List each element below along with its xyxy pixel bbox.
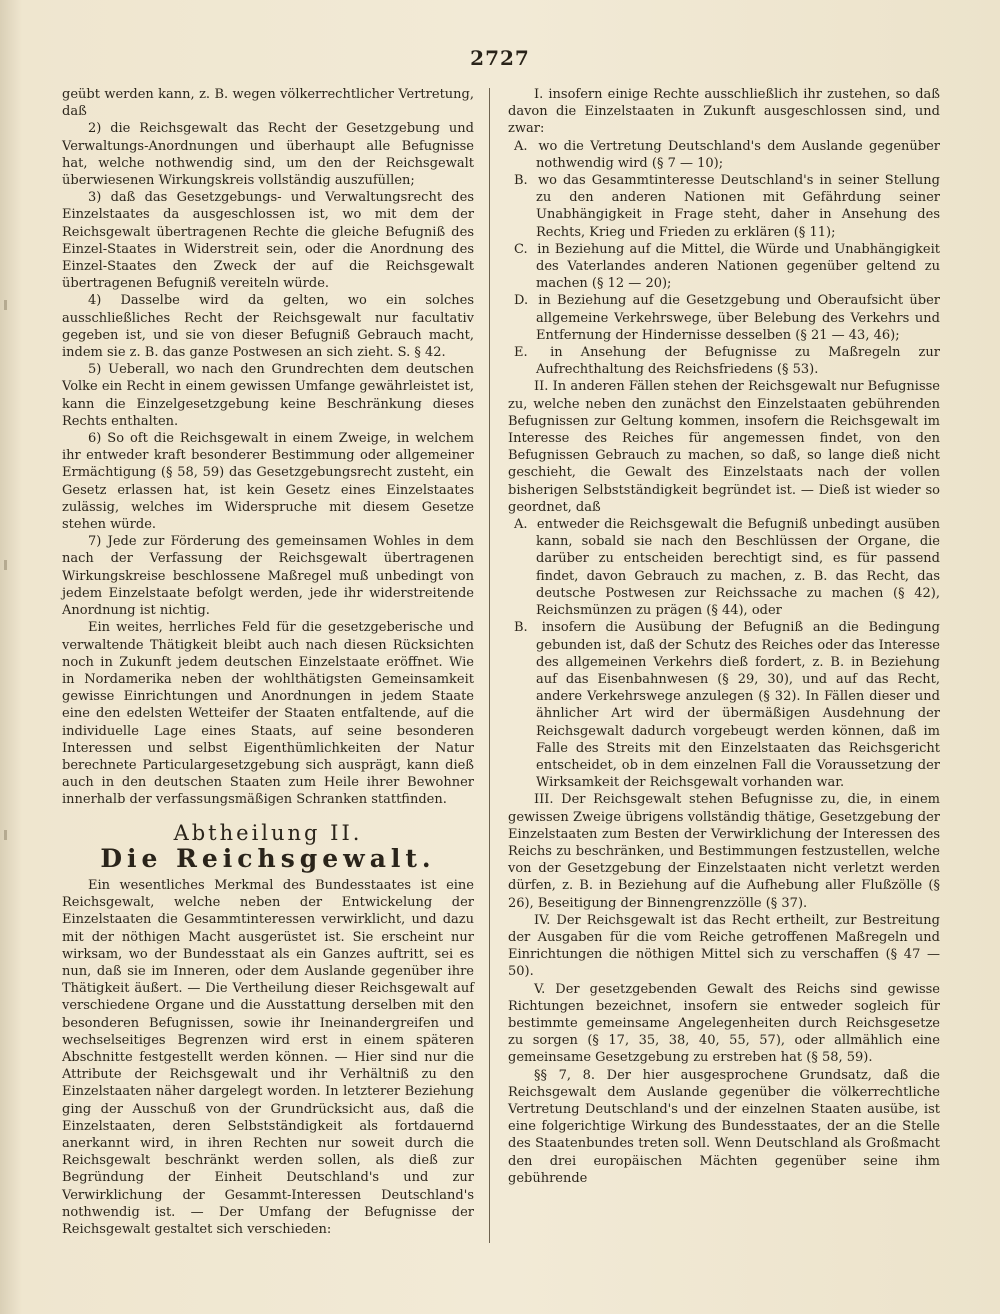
paragraph: 4) Dasselbe wird da gelten, wo ein solches ausschließliches Recht der Reichsgewalt nur facultativ gegeben ist, und sie von dieser Befugniß Gebrauch macht, indem sie z. B. das ganze Postwesen an sich zieht. S. § 42. [62,293,474,361]
list-item-text: in Beziehung auf die Mittel, die Würde und Unabhängigkeit des Vaterlandes anderen Nationen gegenüber geltend zu machen (§ 12 — 20); [536,241,940,292]
list-item [514,241,940,293]
section-title: Die Reichsgewalt. [100,843,436,873]
paragraph: I. insofern einige Rechte ausschließlich ihr zustehen, so daß davon die Einzelstaaten in Zukunft ausgeschlossen sind, und zwar: [508,87,940,137]
list-item-text: entweder die Reichsgewalt die Befugniß unbedingt ausüben kann, sobald sie nach den Beschlüssen der Organe, die darüber zu entscheiden berechtigt sind, es für passend findet, davon Gebrauch zu machen, z. B. das Recht, das deutsche Postwesen zur Reichssache zu machen (§ 42), Reichsmünzen zu prägen (§ 44), oder [536,517,940,619]
paragraph: IV. Der Reichsgewalt ist das Recht ertheilt, zur Bestreitung der Ausgaben für die vom Reiche getroffenen Maßregeln und Einrichtungen die nöthigen Mittel sich zu verschaffen (§ 47 — 50). [508,912,940,980]
list-item-label: B. [514,173,528,189]
page-edge-mark [4,560,7,570]
paragraph: V. Der gesetzgebenden Gewalt des Reichs sind gewisse Richtungen bezeichnet, insofern sie entweder sogleich für bestimmte gemeinsame Angelegenheiten durch Reichsgesetze zu sorgen (§ 17, 35, 38, 40, 55, 57), oder allmählich eine gemeinsame Gesetzgebung zu erstreben hat (§ 58, 59). [508,981,940,1066]
list-item-label: C. [514,241,528,257]
list-item [514,172,940,241]
list-item-text: insofern die Ausübung der Befugniß an die Bedingung gebunden ist, daß der Schutz des Reiches oder das Interesse des allgemeinen Verkehrs dieß fordert, z. B. in Beziehung auf das Eisenbahnwesen (§ 29, 30), und auf das Recht, andere Verkehrswege anzulegen (§ 32). In Fällen dieser und ähnlicher Art wird der übermäßigen Ausdehnung der Reichsgewalt dadurch vorgebeugt werden können, daß im Falle des Streits mit den Einzelstaaten das Reichsgericht entscheidet, ob in dem einzelnen Fall die Voraussetzung der Wirksamkeit der Reichsgewalt vorhanden war. [536,620,940,791]
page-edge-mark [4,830,7,840]
paragraph: III. Der Reichsgewalt stehen Befugnisse zu, die, in einem gewissen Zweige übrigens vollständig thätige, Gesetzgebung der Einzelstaaten zum Besten der Verwirklichung der Interessen des Reichs zu beschränken, und Bestimmungen festzustellen, welche von der Gesetzgebung der Einzelstaaten nicht verletzt werden dürfen, z. B. in Beziehung auf die Aufhebung aller Flußzölle (§ 26), Beseitigung der Binnengrenzzölle (§ 37). [508,792,940,911]
page-edge-mark [4,300,7,310]
page-number: 2727 [470,46,530,70]
list-item [514,138,940,172]
paragraph: 2) die Reichsgewalt das Recht der Gesetzgebung und Verwaltungs-Anordnungen und überhaupt alle Befugnisse hat, welche nothwendig sind, um den der Reichsgewalt überwiesenen Wirkungskreis vollständig auszufüllen; [62,121,474,189]
paragraph: 3) daß das Gesetzgebungs- und Verwaltungsrecht des Einzelstaates da ausgeschlossen ist, wo mit dem der Reichsgewalt übertragenen Rechte die gleiche Befugniß des Einzel-Staates in Widerstreit sein, oder die Anordnung des Einzel-Staates den Zweck der auf die Reichsgewalt übertragenen Befugniß vereiteln würde. [62,190,474,292]
list-item-text: in Ansehung der Befugnisse zu Maßregeln zur Aufrechthaltung des Reichsfriedens (§ 53). [536,345,940,378]
list-item [514,516,940,619]
list-item-label: A. [514,138,528,154]
left-column [62,86,474,1238]
list-item-text: wo die Vertretung Deutschland's dem Auslande gegenüber nothwendig wird (§ 7 — 10); [536,138,940,171]
paragraph: geübt werden kann, z. B. wegen völkerrechtlicher Vertretung, daß [62,87,474,120]
list-item [514,292,940,344]
right-column [508,86,940,1187]
section-heading: Abtheilung II. [173,820,363,845]
list-item-label: E. [514,345,528,361]
paragraph: II. In anderen Fällen stehen der Reichsgewalt nur Befugnisse zu, welche neben den zunächst den Einzelstaaten gebührenden Befugnissen zur Geltung kommen, insofern die Reichsgewalt im Interesse des Reiches für angemessen findet, von den Befugnissen Gebrauch zu machen, so daß, so lange dieß nicht geschieht, die Gewalt des Einzelstaats nach der vollen bisherigen Selbstständigkeit begründet ist. — Dieß ist wieder so geordnet, daß [508,379,940,515]
paragraph: 6) So oft die Reichsgewalt in einem Zweige, in welchem ihr entweder kraft besonderer Bestimmung oder allgemeiner Ermächtigung (§ 58, 59) das Gesetzgebungsrecht zusteht, ein Gesetz erlassen hat, ist kein Gesetz eines Einzelstaates zulässig, welches im Widerspruche mit diesem Gesetze stehen würde. [62,431,474,533]
paragraph: 7) Jede zur Förderung des gemeinsamen Wohles in dem nach der Verfassung der Reichsgewalt übertragenen Wirkungskreise beschlossene Maßregel muß unbedingt von jedem Einzelstaate befolgt werden, jede ihr widerstreitende Anordnung ist nichtig. [62,534,474,619]
list-item-label: D. [514,293,529,309]
list-item-label: B. [514,620,528,636]
list-item-label: A. [514,517,528,533]
paragraph: §§ 7, 8. Der hier ausgesprochene Grundsatz, daß die Reichsgewalt dem Auslande gegenüber die völkerrechtliche Vertretung Deutschland's und der einzelnen Staaten ausübe, ist eine folgerichtige Wirkung des Bundesstaates, der an die Stelle des Staatenbundes treten soll. Wenn Deutschland als Großmacht den drei europäischen Mächten gegenüber seine ihm gebührende [508,1067,940,1186]
column-divider [489,88,490,1243]
paragraph: Ein wesentliches Merkmal des Bundesstaates ist eine Reichsgewalt, welche neben der Entwickelung der Einzelstaaten die Gesammtinteressen verwirklicht, und dazu mit der nöthigen Macht ausgerüstet ist. Sie erscheint nur wirksam, wo der Bundesstaat als ein Ganzes auftritt, sei es nun, daß sie im Inneren, oder dem Auslande gegenüber ihre Thätigkeit äußert. — Die Vertheilung dieser Reichsgewalt auf verschiedene Organe und die Ausstattung derselben mit den besonderen Befugnissen, sowie ihr Ineinandergreifen und wechselseitiges Begrenzen wird erst in einem späteren Abschnitte festgestellt werden können. — Hier sind nur die Attribute der Reichsgewalt und ihr Verhältniß zu den Einzelstaaten näher dargelegt worden. In letzterer Beziehung ging der Ausschuß von der Grundrücksicht aus, daß die Einzelstaaten, deren Selbstständigkeit als fortdauernd anerkannt wird, in ihren Rechten nur soweit durch die Reichsgewalt beschränkt werden sollen, als dieß zur Begründung der Einheit Deutschland's und zur Verwirklichung der Gesammt-Interessen Deutschland's nothwendig ist. — Der Umfang der Befugnisse der Reichsgewalt gestaltet sich verschieden: [62,877,474,1237]
paragraph: 5) Ueberall, wo nach den Grundrechten dem deutschen Volke ein Recht in einem gewissen Umfange gewährleistet ist, kann die Einzelgesetzgebung keine Beschränkung dieses Rechts enthalten. [62,362,474,429]
list-item-text: wo das Gesammtinteresse Deutschland's in seiner Stellung zu den anderen Nationen mit Gefährdung seiner Unabhängigkeit in Frage steht, daher in Ansehung des Rechts, Krieg und Frieden zu erklären (§ 11); [536,173,940,240]
list-item-text: in Beziehung auf die Gesetzgebung und Oberaufsicht über allgemeine Verkehrswege, über Belebung des Verkehrs und Entfernung der Hindernisse desselben (§ 21 — 43, 46); [536,293,940,343]
list-item [514,344,940,378]
paragraph: Ein weites, herrliches Feld für die gesetzgeberische und verwaltende Thätigkeit bleibt auch nach diesen Rücksichten noch in Zukunft jedem deutschen Einzelstaate eröffnet. Wie in Nordamerika neben der wohlthätigsten Gemeinsamkeit gewisse Einrichtungen und Anordnungen in jedem Staate eine den edelsten Wetteifer der Staaten entfaltende, auf die individuelle Lage eines Staats, auf seine besonderen Interessen und selbst Eigenthümlichkeiten der Natur berechnete Particulargesetzgebung sich ausprägt, kann dieß auch in den deutschen Staaten zum Heile ihrer Bewohner innerhalb der verfassungsmäßigen Schranken stattfinden. [62,620,474,808]
list-item [514,619,940,791]
